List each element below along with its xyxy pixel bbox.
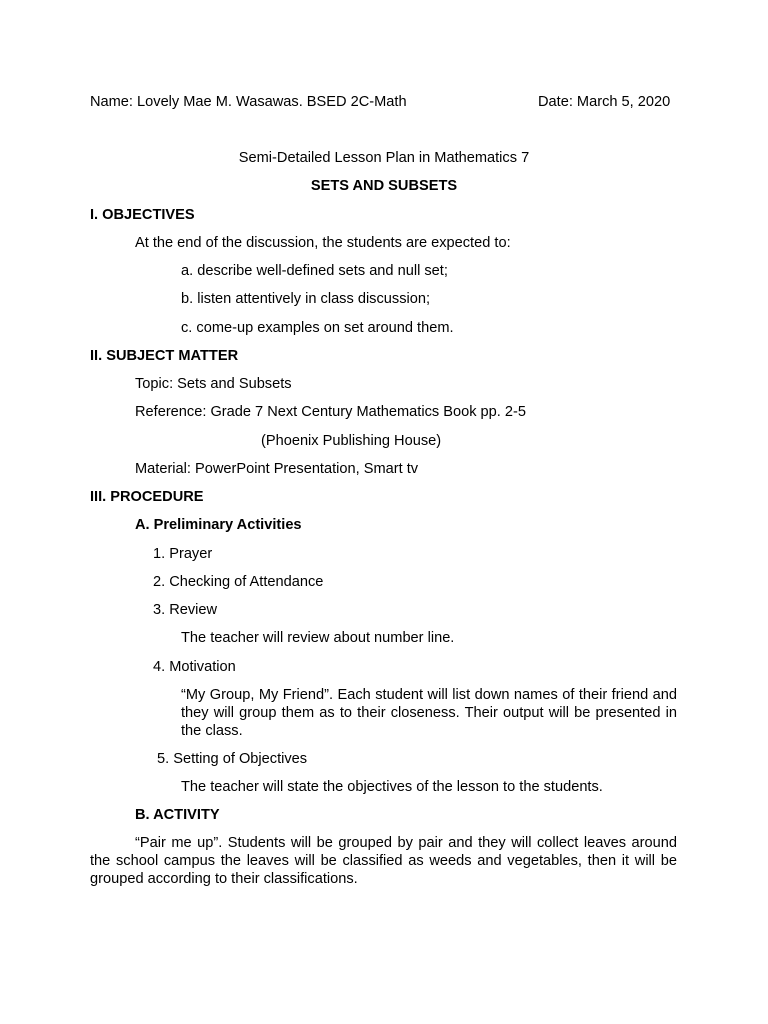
- student-name: Name: Lovely Mae M. Wasawas. BSED 2C-Math: [90, 94, 407, 110]
- preliminary-heading: A. Preliminary Activities: [135, 517, 302, 533]
- activity-text: “Pair me up”. Students will be grouped by pair and they will collect leaves around the school campus the leaves will be classified as weeds and vegetables, then it will be grouped according to their classifications.: [90, 835, 677, 887]
- activity-heading: B. ACTIVITY: [135, 807, 220, 823]
- objectives-intro: At the end of the discussion, the students are expected to:: [135, 235, 511, 251]
- procedure-heading: III. PROCEDURE: [90, 489, 204, 505]
- objectives-heading: I. OBJECTIVES: [90, 207, 195, 223]
- objective-item: b. listen attentively in class discussion;: [181, 291, 431, 307]
- setting-objectives-item: 5. Setting of Objectives: [157, 751, 308, 767]
- prayer-item: 1. Prayer: [153, 546, 213, 562]
- objective-item: c. come-up examples on set around them.: [181, 320, 454, 336]
- document-title: SETS AND SUBSETS: [310, 178, 458, 194]
- review-item: 3. Review: [153, 602, 218, 618]
- motivation-text: “My Group, My Friend”. Each student will list down names of their friend and they will group them as to their closeness. Their output will be presented in the class.: [181, 687, 677, 739]
- publisher-line: (Phoenix Publishing House): [261, 433, 442, 449]
- review-text: The teacher will review about number line.: [181, 630, 455, 646]
- subject-matter-heading: II. SUBJECT MATTER: [90, 348, 239, 364]
- topic-line: Topic: Sets and Subsets: [135, 376, 292, 392]
- setting-objectives-text: The teacher will state the objectives of the lesson to the students.: [181, 779, 603, 795]
- reference-line: Reference: Grade 7 Next Century Mathematics Book pp. 2-5: [135, 404, 526, 420]
- motivation-item: 4. Motivation: [153, 659, 236, 675]
- objective-item: a. describe well-defined sets and null set;: [181, 263, 448, 279]
- attendance-item: 2. Checking of Attendance: [153, 574, 324, 590]
- document-subtitle: Semi-Detailed Lesson Plan in Mathematics 7: [238, 150, 530, 166]
- material-line: Material: PowerPoint Presentation, Smart tv: [135, 461, 419, 477]
- lesson-date: Date: March 5, 2020: [538, 94, 671, 110]
